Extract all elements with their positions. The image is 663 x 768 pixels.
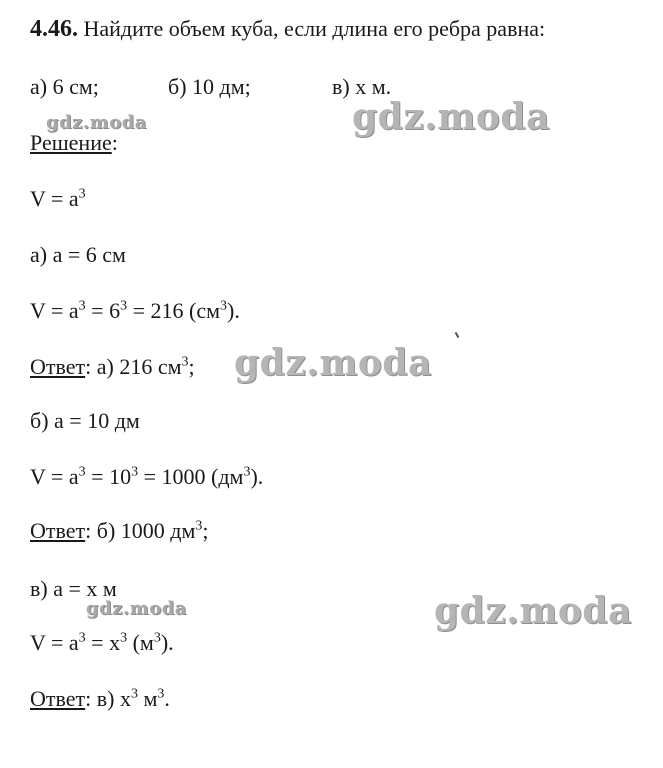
part-c-answer bbox=[30, 686, 170, 712]
calc-text: ). bbox=[160, 630, 174, 655]
answer-text: : а) 216 см bbox=[85, 354, 182, 379]
exponent: 3 bbox=[78, 464, 86, 480]
solution-label: Решение bbox=[30, 130, 112, 155]
problem-text: Найдите объем куба, если длина его ребра равна: bbox=[83, 16, 546, 41]
exponent: 3 bbox=[220, 298, 228, 314]
exponent: 3 bbox=[131, 464, 139, 480]
option-c: в) x м. bbox=[332, 74, 392, 99]
answer-end: ; bbox=[202, 518, 209, 543]
calc-text: = 6 bbox=[85, 298, 121, 323]
answer-label: Ответ bbox=[30, 686, 86, 711]
scan-mark bbox=[455, 332, 460, 338]
exponent: 3 bbox=[157, 686, 165, 702]
calc-text: = 10 bbox=[85, 464, 132, 489]
exponent: 3 bbox=[243, 464, 251, 480]
solution-heading bbox=[30, 130, 118, 156]
calc-text: V = a bbox=[30, 464, 79, 489]
exponent: 3 bbox=[78, 298, 86, 314]
calc-text: ). bbox=[250, 464, 264, 489]
answer-unit: м bbox=[137, 686, 158, 711]
formula-lhs: V = a bbox=[30, 186, 79, 211]
answer-label: Ответ bbox=[30, 518, 86, 543]
exponent: 3 bbox=[120, 630, 128, 646]
exponent: 3 bbox=[195, 518, 203, 534]
watermark-logo: gdz.moda bbox=[86, 598, 187, 619]
part-b-answer bbox=[30, 518, 209, 544]
calc-text: V = a bbox=[30, 298, 79, 323]
formula-exponent: 3 bbox=[78, 186, 86, 202]
calc-text: V = a bbox=[30, 630, 79, 655]
calc-text: (м bbox=[127, 630, 154, 655]
calc-text: ). bbox=[227, 298, 240, 323]
cube-volume-formula bbox=[30, 186, 86, 212]
part-a-answer bbox=[30, 354, 195, 380]
exponent: 3 bbox=[130, 686, 138, 702]
answer-text: : в) x bbox=[85, 686, 131, 711]
watermark-logo: gdz.moda bbox=[46, 112, 147, 133]
exponent: 3 bbox=[120, 298, 128, 314]
option-b: б) 10 дм; bbox=[168, 74, 251, 99]
answer-end: ; bbox=[188, 354, 195, 379]
part-c-given: в) a = x м bbox=[30, 576, 117, 601]
watermark-logo: gdz.moda bbox=[434, 590, 632, 632]
option-a: а) 6 см; bbox=[30, 74, 99, 99]
part-b-given: б) a = 10 дм bbox=[30, 408, 140, 433]
answer-text: : б) 1000 дм bbox=[85, 518, 196, 543]
exponent: 3 bbox=[153, 630, 161, 646]
calc-text: = x bbox=[85, 630, 121, 655]
answer-end: . bbox=[164, 686, 170, 711]
part-a-calculation bbox=[30, 298, 240, 324]
part-a-given: а) a = 6 см bbox=[30, 242, 126, 267]
solution-colon: : bbox=[111, 130, 118, 155]
problem-number: 4.46. bbox=[30, 16, 78, 42]
answer-label: Ответ bbox=[30, 354, 86, 379]
exponent: 3 bbox=[181, 354, 189, 370]
problem-header bbox=[30, 16, 545, 42]
part-b-calculation bbox=[30, 464, 263, 490]
calc-text: = 1000 (дм bbox=[138, 464, 244, 489]
part-c-calculation bbox=[30, 630, 174, 656]
watermark-logo: gdz.moda bbox=[352, 96, 550, 138]
watermark-logo: gdz.moda bbox=[234, 342, 432, 384]
calc-text: = 216 (см bbox=[127, 298, 221, 323]
exponent: 3 bbox=[78, 630, 86, 646]
